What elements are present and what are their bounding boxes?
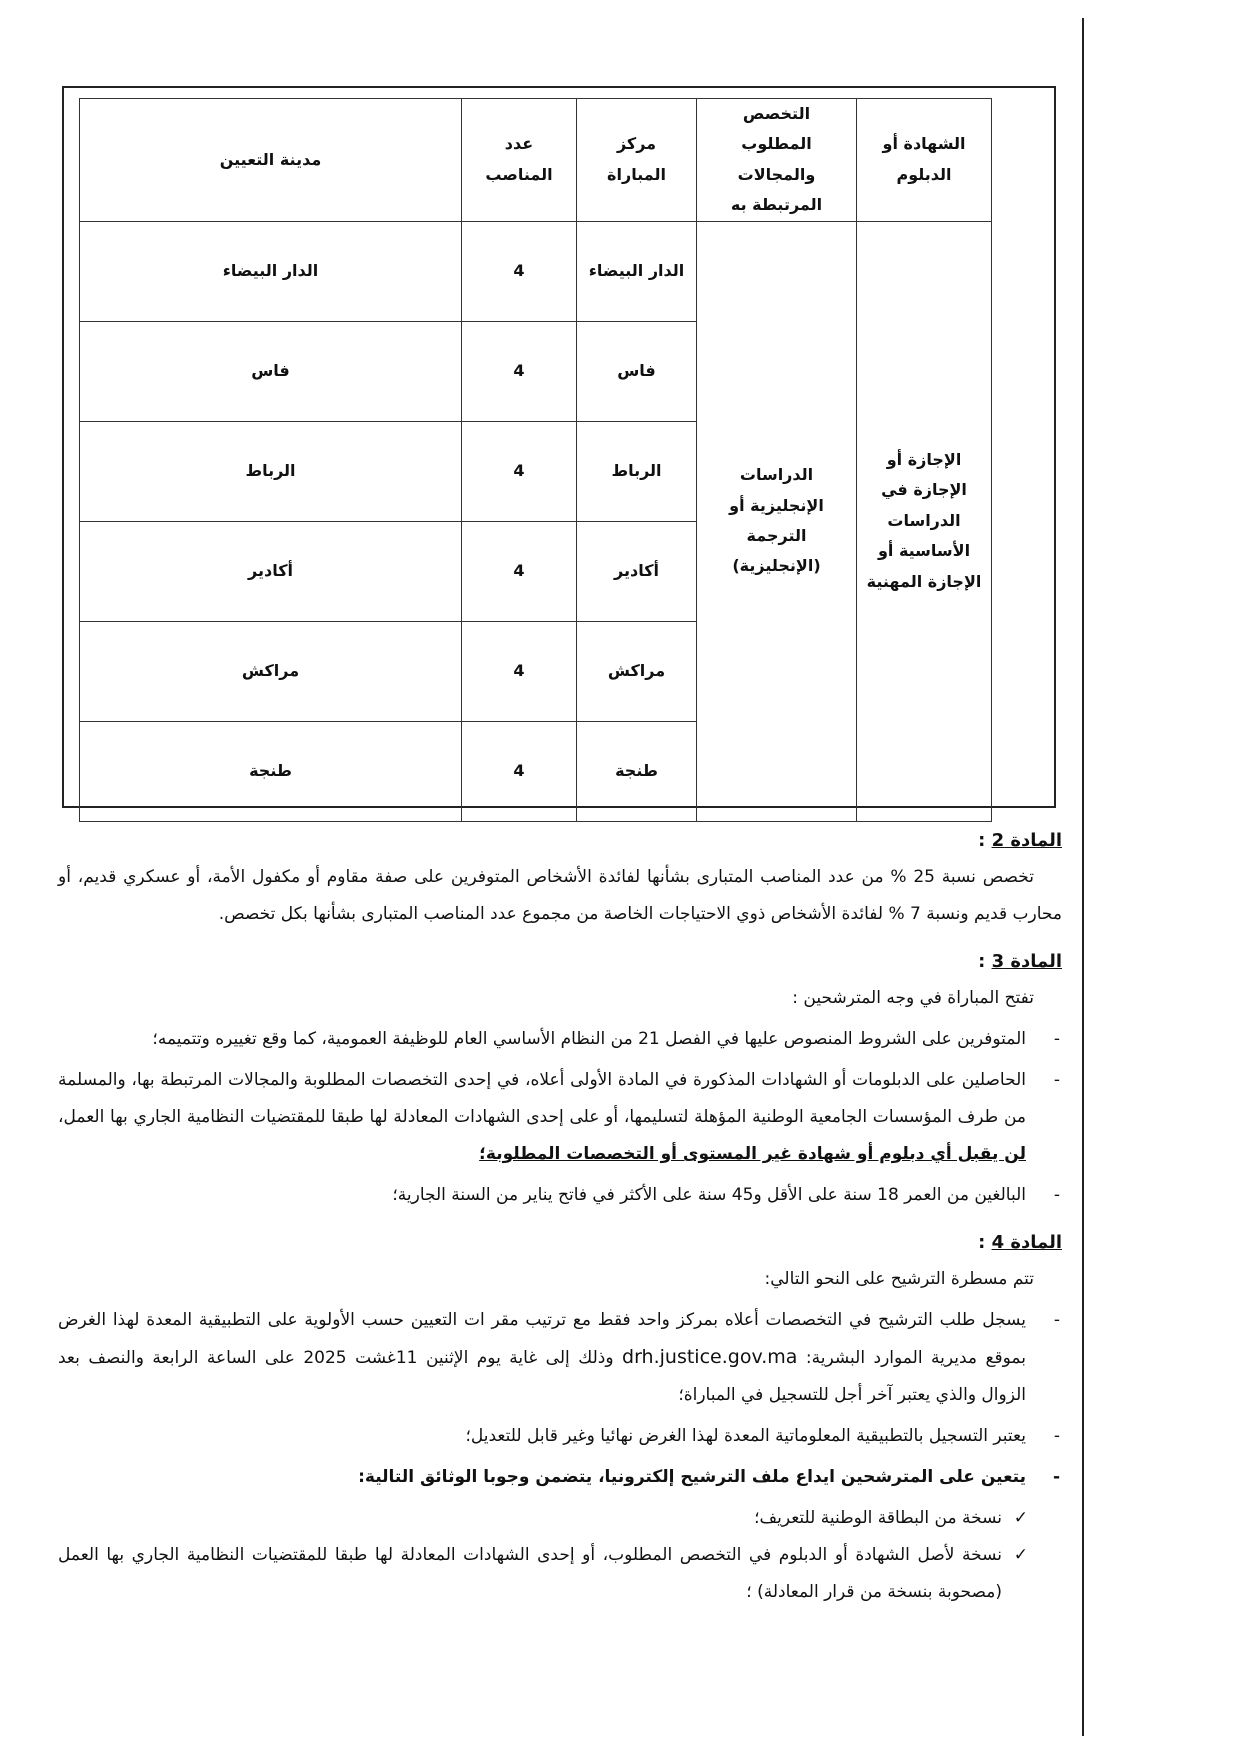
list-item-text: البالغين من العمر 18 سنة على الأقل و45 سنة على الأكثر في فاتح يناير من السنة الجارية؛ <box>392 1185 1026 1205</box>
header-posts: عدد المناصب <box>462 99 577 222</box>
cell-posts: 4 <box>462 721 577 821</box>
article-3-list <box>58 1021 1062 1214</box>
table-row <box>80 221 992 321</box>
cell-center: فاس <box>577 321 697 421</box>
dash-bullet: - <box>1053 1310 1060 1330</box>
article-4-intro: تتم مسطرة الترشيح على النحو التالي: <box>764 1269 1034 1289</box>
article-4-label: المادة 4 <box>991 1232 1062 1253</box>
dash-bullet: - <box>1053 1070 1060 1090</box>
list-item-text: المتوفرين على الشروط المنصوص عليها في الفصل 21 من النظام الأساسي العام للوظيفة العمومية، كما وقع تغييره وتتميمه؛ <box>152 1029 1026 1049</box>
list-item-text: يعتبر التسجيل بالتطبيقية المعلوماتية المعدة لهذا الغرض نهائيا وغير قابل للتعديل؛ <box>465 1426 1026 1446</box>
list-item-text: وذلك إلى غاية يوم الإثنين 11غشت 2025 على الساعة الرابعة والنصف بعد الزوال والذي يعتبر آخر أجل للتسجيل في المباراة؛ <box>58 1348 1026 1405</box>
article-3-heading <box>58 943 1062 980</box>
cell-center: مراكش <box>577 621 697 721</box>
article-4-heading <box>58 1224 1062 1261</box>
cell-city: مراكش <box>80 621 462 721</box>
cell-city: فاس <box>80 321 462 421</box>
cell-city: الدار البيضاء <box>80 221 462 321</box>
cell-city: طنجة <box>80 721 462 821</box>
dash-bullet: - <box>1052 1467 1060 1487</box>
dash-bullet: - <box>1053 1029 1060 1049</box>
dash-bullet: - <box>1053 1426 1060 1446</box>
list-item-emphasis: لن يقبل أي دبلوم أو شهادة غير المستوى أو التخصصات المطلوبة؛ <box>479 1144 1026 1164</box>
article-3-label: المادة 3 <box>991 951 1062 972</box>
list-item <box>58 1500 1062 1537</box>
required-documents-list <box>58 1500 1062 1611</box>
cell-city: الرباط <box>80 421 462 521</box>
list-item <box>58 1537 1062 1611</box>
header-city: مدينة التعيين <box>80 99 462 222</box>
cell-city: أكادير <box>80 521 462 621</box>
cell-center: طنجة <box>577 721 697 821</box>
list-item <box>58 1062 1062 1173</box>
cell-center: الدار البيضاء <box>577 221 697 321</box>
cell-posts: 4 <box>462 321 577 421</box>
cell-posts: 4 <box>462 421 577 521</box>
article-2-colon: : <box>978 830 992 851</box>
list-item <box>58 1177 1062 1214</box>
list-item-text: الحاصلين على الدبلومات أو الشهادات المذكورة في المادة الأولى أعلاه، في إحدى التخصصات المطلوبة والمجالات المرتبطة بها، والمسلمة من طرف المؤسسات الجامعية الوطنية المؤهلة لتسليمها، أو على إحدى الشهادات المعادلة لها طبقا للمقتضيات النظامية الجاري بها العمل، <box>58 1070 1026 1127</box>
cell-degree: الإجازة أو الإجازة في الدراسات الأساسية أو الإجازة المهنية <box>857 221 992 821</box>
cell-specialty: الدراسات الإنجليزية أو الترجمة (الإنجليزية) <box>697 221 857 821</box>
list-item-text: يسجل طلب الترشيح في التخصصات أعلاه بمركز واحد فقط مع ترتيب مقر ات التعيين حسب الأولوية على التطبيقية المعدة لهذا الغرض بموقع مديرية الموارد البشرية: <box>58 1310 1026 1368</box>
document-body <box>58 812 1062 1611</box>
header-specialty: التخصص المطلوب والمجالات المرتبطة به <box>697 99 857 222</box>
cell-center: الرباط <box>577 421 697 521</box>
dash-bullet: - <box>1053 1185 1060 1205</box>
margin-rule <box>1082 18 1084 1736</box>
article-4-list <box>58 1302 1062 1496</box>
article-4-colon: : <box>978 1232 992 1253</box>
header-degree: الشهادة أو الدبلوم <box>857 99 992 222</box>
list-item <box>58 1021 1062 1058</box>
list-item <box>58 1302 1062 1414</box>
positions-table <box>79 98 992 822</box>
check-icon: ✓ <box>1013 1508 1028 1528</box>
cell-posts: 4 <box>462 521 577 621</box>
article-3-colon: : <box>978 951 992 972</box>
article-2-text: تخصص نسبة 25 % من عدد المناصب المتبارى بشأنها لفائدة الأشخاص المتوفرين على صفة مقاوم أو مكفول الأمة، أو عسكري قديم، أو محارب قديم ونسبة 7 % لفائدة الأشخاص ذوي الاحتياجات الخاصة من مجموع عدد المناصب المتبارى بشأنها بكل تخصص. <box>58 867 1062 924</box>
article-2-heading <box>58 822 1062 859</box>
cell-posts: 4 <box>462 621 577 721</box>
list-item-text: نسخة من البطاقة الوطنية للتعريف؛ <box>754 1508 1002 1528</box>
cell-center: أكادير <box>577 521 697 621</box>
list-item <box>58 1459 1062 1496</box>
list-item-text: نسخة لأصل الشهادة أو الدبلوم في التخصص المطلوب، أو إحدى الشهادات المعادلة لها طبقا للمقتضيات النظامية الجاري بها العمل (مصحوبة بنسخة من قرار المعادلة) ؛ <box>58 1545 1002 1602</box>
list-item-text: يتعين على المترشحين ايداع ملف الترشيح إلكترونيا، يتضمن وجوبا الوثائق التالية: <box>358 1467 1026 1487</box>
article-3-intro: تفتح المباراة في وجه المترشحين : <box>792 988 1034 1008</box>
check-icon: ✓ <box>1013 1545 1028 1565</box>
website-link[interactable]: drh.justice.gov.ma <box>622 1346 798 1368</box>
list-item <box>58 1418 1062 1455</box>
table-header-row <box>80 99 992 222</box>
header-center: مركز المباراة <box>577 99 697 222</box>
article-2-label: المادة 2 <box>991 830 1062 851</box>
cell-posts: 4 <box>462 221 577 321</box>
